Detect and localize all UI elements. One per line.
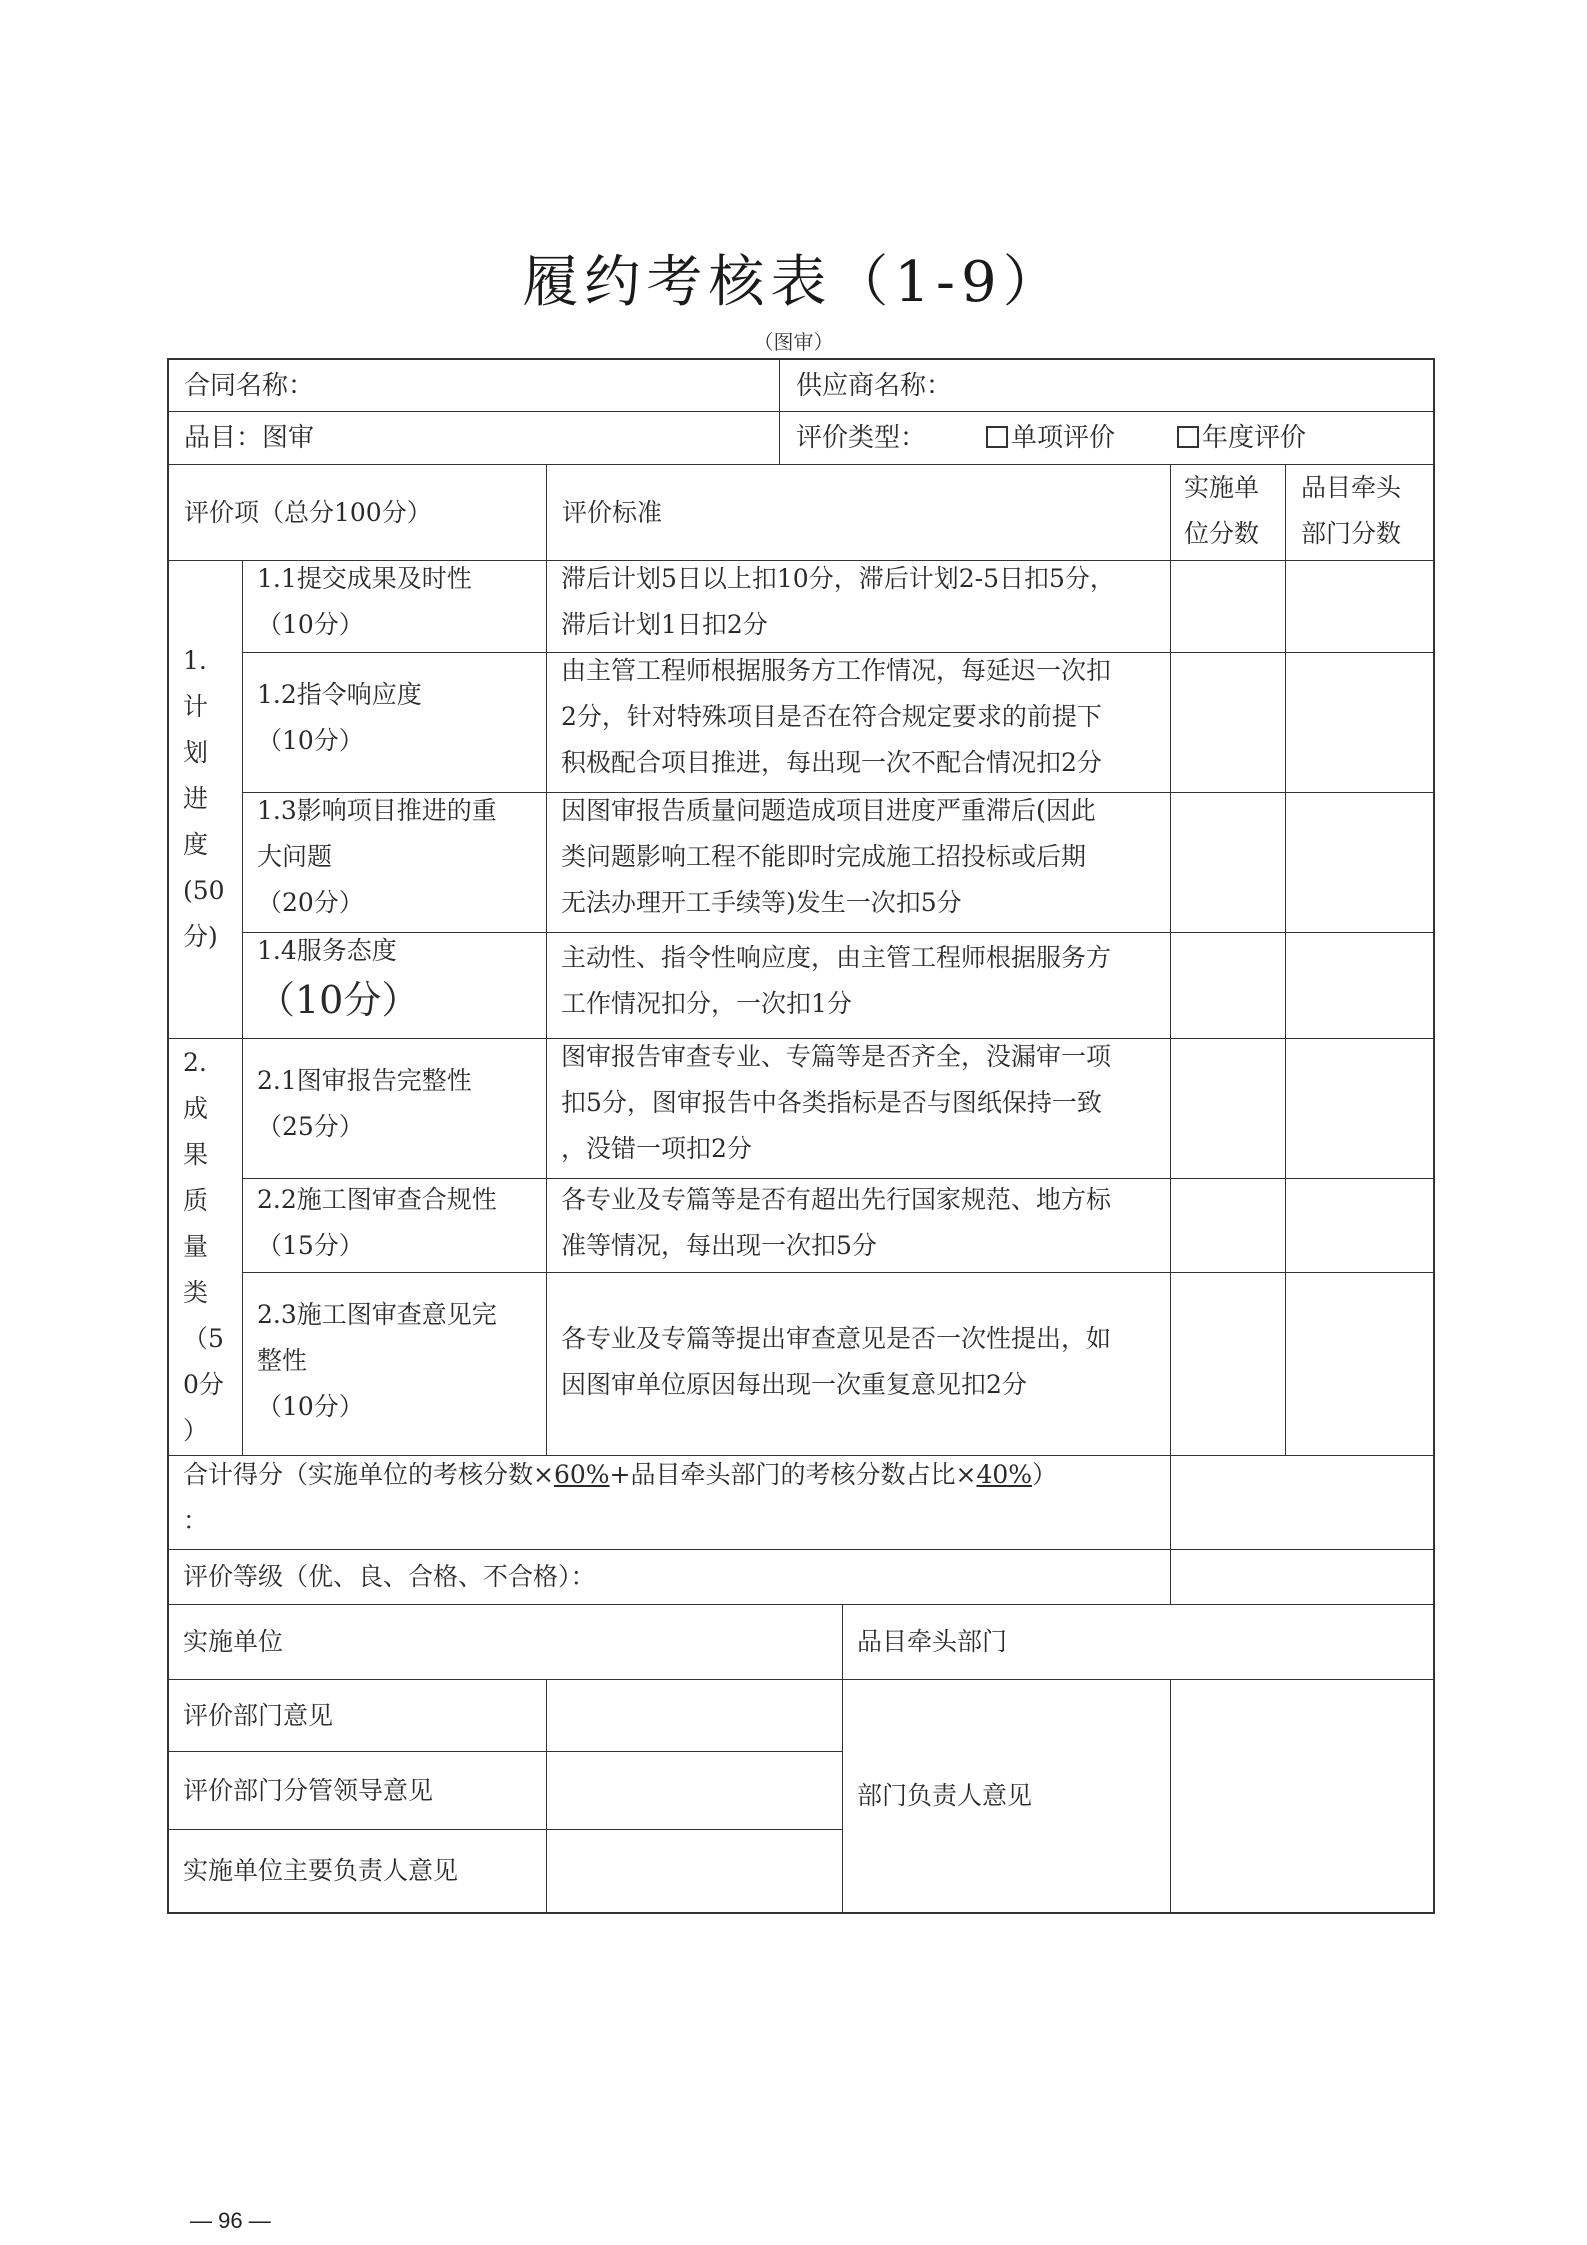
item-1-4-label: 1.4服务态度 (257, 936, 397, 965)
total-formula-suffix: ） (1032, 1460, 1058, 1489)
standard-2-2: 各专业及专篇等是否有超出先行国家规范、地方标 准等情况，每出现一次扣5分 (561, 1185, 1112, 1260)
single-evaluation-label: 单项评价 (1011, 423, 1116, 453)
document-subtitle: （图审） (753, 330, 834, 354)
dept-score-cell[interactable] (1286, 1273, 1433, 1455)
dept-score-cell[interactable] (1286, 561, 1433, 652)
category-label: 品目：图审 (184, 423, 315, 453)
page-number: — 96 — (190, 2208, 271, 2233)
lead-dept-label: 品目牵头部门 (857, 1627, 1008, 1656)
dept-weight: 40% (976, 1460, 1033, 1489)
item-2-1: 2.1图审报告完整性 （25分） (257, 1066, 472, 1141)
item-1-4-score: （10分） (257, 978, 420, 1022)
impl-score-cell[interactable] (1171, 793, 1285, 932)
checkbox-icon[interactable] (1177, 426, 1199, 448)
dept-score-cell[interactable] (1286, 933, 1433, 1038)
standard-1-2: 由主管工程师根据服务方工作情况，每延迟一次扣 2分，针对特殊项目是否在符合规定要求的前提下 积极配合项目推进，每出现一次不配合情况扣2分 (561, 656, 1112, 777)
item-1-4 (243, 928, 546, 1038)
annual-evaluation-label: 年度评价 (1202, 423, 1307, 453)
eval-dept-opinion-label: 评价部门意见 (183, 1700, 334, 1730)
total-score-value[interactable] (1171, 1456, 1433, 1549)
dept-score-cell[interactable] (1286, 1039, 1433, 1178)
impl-score-cell[interactable] (1171, 1273, 1285, 1455)
impl-head-opinion-field[interactable] (547, 1830, 842, 1912)
item-1-2: 1.2指令响应度 （10分） (257, 680, 422, 755)
column-header-impl-score: 实施单 位分数 (1184, 473, 1260, 548)
impl-score-cell[interactable] (1171, 561, 1285, 652)
dept-score-cell[interactable] (1286, 793, 1433, 932)
standard-1-4: 主动性、指令性响应度，由主管工程师根据服务方 工作情况扣分，一次扣1分 (561, 943, 1112, 1018)
dept-score-cell[interactable] (1286, 1179, 1433, 1272)
checkbox-icon[interactable] (986, 426, 1008, 448)
grade-value[interactable] (1171, 1550, 1433, 1604)
standard-2-3: 各专业及专篇等提出审查意见是否一次性提出，如 因图审单位原因每出现一次重复意见扣2分 (561, 1324, 1112, 1399)
dept-head-opinion-label: 部门负责人意见 (857, 1781, 1033, 1810)
impl-head-opinion-label: 实施单位主要负责人意见 (183, 1856, 459, 1885)
eval-dept-opinion-field[interactable] (547, 1680, 842, 1751)
standard-2-1: 图审报告审查专业、专篇等是否齐全，没漏审一项 扣5分，图审报告中各类指标是否与图纸保持一致 ，没错一项扣2分 (561, 1042, 1112, 1163)
dept-score-cell[interactable] (1286, 653, 1433, 792)
eval-dept-leader-opinion-label: 评价部门分管领导意见 (183, 1775, 434, 1805)
contract-name-label: 合同名称： (184, 370, 315, 401)
eval-dept-leader-opinion-field[interactable] (547, 1752, 842, 1829)
impl-score-cell[interactable] (1171, 653, 1285, 792)
evaluation-type-row (781, 412, 1433, 464)
item-1-3: 1.3影响项目推进的重 大问题 （20分） (257, 796, 497, 917)
total-score-label (169, 1452, 1170, 1549)
total-formula-prefix: 合计得分（实施单位的考核分数× (183, 1460, 554, 1489)
column-header-dept-score: 品目牵头 部门分数 (1301, 473, 1402, 548)
item-1-1: 1.1提交成果及时性 （10分） (257, 564, 472, 639)
evaluation-type-label: 评价类型： (796, 423, 927, 453)
standard-1-3: 因图审报告质量问题造成项目进度严重滞后(因此 类问题影响工程不能即时完成施工招投标或后期 无法办理开工手续等)发生一次扣5分 (561, 796, 1096, 917)
item-2-3: 2.3施工图审查意见完 整性 （10分） (257, 1300, 497, 1421)
standard-1-1: 滞后计划5日以上扣10分，滞后计划2-5日扣5分， 滞后计划1日扣2分 (561, 564, 1115, 639)
dept-head-opinion-field[interactable] (1171, 1680, 1433, 1912)
impl-score-cell[interactable] (1171, 1039, 1285, 1178)
document-title: 履约考核表（1-9） (522, 250, 1065, 315)
impl-score-cell[interactable] (1171, 933, 1285, 1038)
column-header-standard: 评价标准 (562, 497, 663, 527)
grade-label: 评价等级（优、良、合格、不合格）： (183, 1562, 596, 1591)
supplier-name-label: 供应商名称： (796, 370, 953, 401)
impl-weight: 60% (553, 1460, 610, 1489)
group-label-quality: 2. 成 果 质 量 类 （5 0分 ） (183, 1048, 224, 1445)
total-colon: ： (183, 1506, 209, 1535)
impl-score-cell[interactable] (1171, 1179, 1285, 1272)
annual-evaluation-option[interactable] (1177, 415, 1306, 461)
impl-unit-label: 实施单位 (183, 1627, 284, 1656)
group-label-schedule: 1. 计 划 进 度 (50 分) (183, 646, 225, 951)
single-evaluation-option[interactable] (986, 415, 1115, 461)
total-formula-middle: +品目牵头部门的考核分数占比× (609, 1460, 977, 1489)
item-2-2: 2.2施工图审查合规性 （15分） (257, 1185, 497, 1260)
column-header-item: 评价项（总分100分） (184, 497, 432, 527)
